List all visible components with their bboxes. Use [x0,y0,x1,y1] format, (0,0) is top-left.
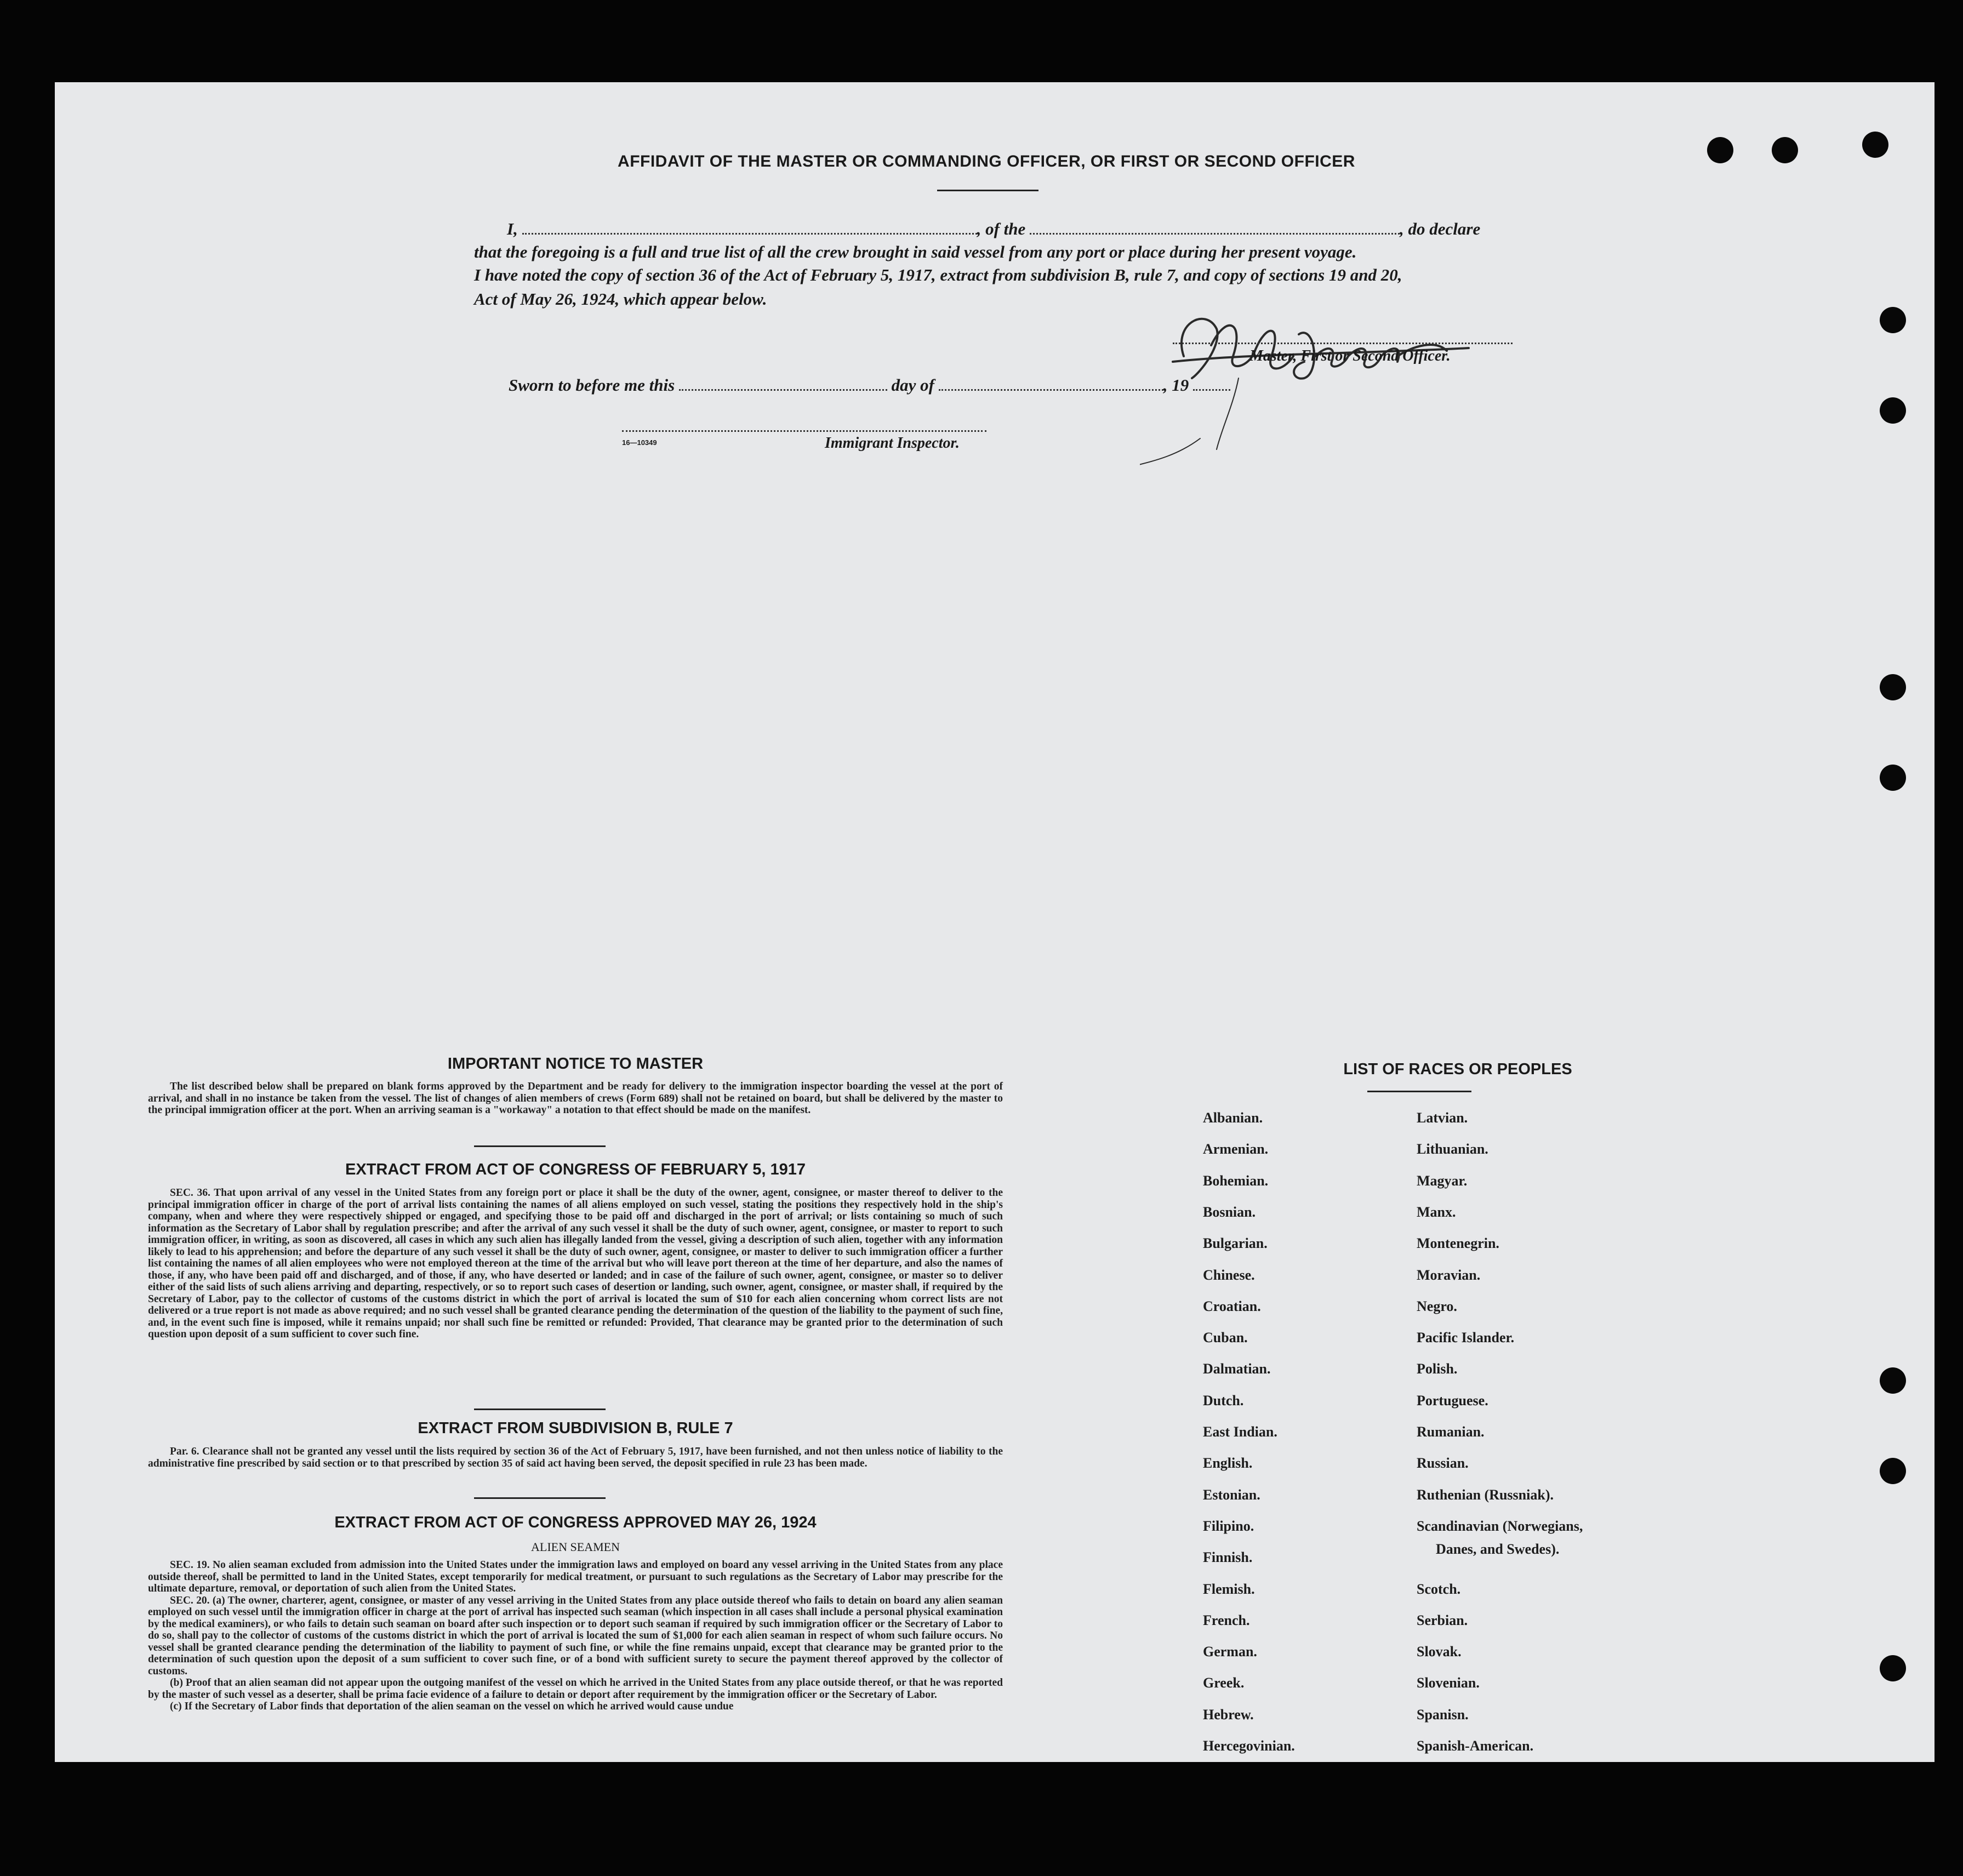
race-entry: Pacific Islander. [1417,1330,1515,1346]
i-label: I, [507,219,518,238]
punch-hole [1880,765,1906,791]
race-entry: Manx. [1417,1204,1456,1220]
sec-20a-paragraph: SEC. 20. (a) The owner, charterer, agent, consignee, or master of any vessel arriving in the United States from any place outside thereof who fails to detain on board any alien seaman employed on such vessel until the immigration officer in charge at the port of arrival has inspected such seaman (which inspection in all cases shall include a personal physical examination by the medical examiners), or who fails to detain such seaman on board after such inspection or to deport such seaman if required by such immigration officer or the Secretary of Labor to do so, shall pay to the collector of customs of the customs district in which the port of arrival is located the sum of $1,000 for each alien seaman in respect of whom such failure occurs. No vessel shall be granted clearance pending the determination of the liability to payment of such fine, or while the fine remains unpaid, except that clearance may be granted prior to the determination of such question upon the deposit of a sum sufficient to cover such fine, or of a bond with sufficient surety to secure the payment thereof approved by the collector of customs. [148,1594,1003,1677]
par-6-paragraph: Par. 6. Clearance shall not be granted any vessel until the lists required by section 36 of the Act of February 5, 1917, have been furnished, and not then unless notice of liability to the administrative fine prescribed by said section or to that prescribed by section 35 of said act having been served, the deposit specified in rule 23 has been made. [148,1446,1003,1469]
punch-hole [1880,674,1906,700]
sec-20b-paragraph: (b) Proof that an alien seaman did not appear upon the outgoing manifest of the vessel on which he arrived in the United States from any place outside thereof, or that he was reported by the master of such vessel as a deserter, shall be prima facie evidence of a failure to detain or deport after requirement by the immigration officer or the Secretary of Labor. [148,1677,1003,1701]
do-declare-label: , do declare [1400,219,1481,238]
race-entry: Finnish. [1203,1549,1253,1566]
of-the-label: , of the [977,219,1026,238]
race-entry: Slovak. [1417,1644,1462,1660]
race-entry: French. [1203,1612,1250,1628]
race-entry: Scotch. [1417,1581,1461,1597]
subdivision-title: EXTRACT FROM SUBDIVISION B, RULE 7 [418,1419,733,1437]
punch-hole [1880,1655,1906,1681]
declaration-line-4: Act of May 26, 1924, which appear below. [474,289,767,309]
declaration-line-2: that the foregoing is a full and true list of all the crew brought in said vessel from any port or place during her present voyage. [474,242,1357,261]
race-entry: Estonian. [1203,1486,1260,1503]
race-entry: Dalmatian. [1203,1361,1271,1377]
extract-1924-text [148,1559,1003,1762]
punch-hole [1880,307,1906,333]
sec-36-paragraph: SEC. 36. That upon arrival of any vessel in the United States from any foreign port or place it shall be the duty of the owner, agent, consignee, or master thereof to deliver to the principal immigration officer in charge of the port of arrival lists containing the names of all aliens employed on such vessel, stating the positions they respectively hold in the ship's company, when and where they were respectively shipped or engaged, and specifying those to be paid off and discharged in the port of arrival; or lists containing so much of such information as the Secretary of Labor shall by regulation prescribe; and after the arrival of any such vessel it shall be the duty of such owner, agent, consignee, or master to report to such immigration officer, in writing, as soon as discovered, all cases in which any such alien has illegally landed from the vessel, giving a description of such alien, together with any information likely to lead to his apprehension; and before the departure of any such vessel it shall be the duty of such owner, agent, consignee, or master to deliver to such immigration officer a further list containing the names of all alien employees who were not employed thereon at the time of the arrival but who will leave port thereon at the time of her departure, and also the names of those, if any, who have been paid off and discharged, and of those, if any, who have deserted or landed; and in case of the failure of such owner, agent, consignee, or master so to deliver either of the said lists of such aliens arriving and departing, respectively, or so to report such cases of desertion or landing, such owner, agent, consignee, or master shall, if required by the Secretary of Labor, pay to the collector of customs of the customs district in which the port of arrival is located the sum of $10 for each alien concerning whom correct lists are not delivered or a true report is not made as above required; and no such vessel shall be granted clearance pending the determination of the question of the liability to the payment of such fine, and, in the event such fine is imposed, while it remains unpaid; nor shall such fine be remitted or refunded: Provided, That clearance may be granted prior to the determination of such question upon deposit of a sum sufficient to cover such fine. [148,1187,1003,1340]
sworn-year-blank[interactable] [1193,377,1230,391]
race-entry: Croatian. [1203,1298,1261,1314]
race-entry: Serbian. [1417,1612,1468,1628]
race-entry: Negro. [1417,1298,1457,1314]
race-entry: Slovenian. [1417,1675,1480,1691]
alien-seamen-subtitle: ALIEN SEAMEN [531,1540,620,1554]
race-entry: Ruthenian (Russniak). [1417,1486,1554,1503]
inspector-signature-line [622,430,986,432]
section-rule [474,1145,606,1147]
race-entry: Dutch. [1203,1392,1244,1409]
declaration-line-1 [507,219,1480,239]
punch-hole [1880,1367,1906,1394]
race-entry: Lithuanian. [1417,1141,1488,1157]
race-entry: Latvian. [1417,1110,1468,1126]
race-entry: Cuban. [1203,1330,1248,1346]
notice-text [148,1081,1003,1116]
form-number: 16—10349 [622,438,657,447]
notice-title: IMPORTANT NOTICE TO MASTER [447,1055,704,1073]
name-blank[interactable] [522,221,977,235]
master-caption: Master, First or Second Officer. [1249,347,1451,364]
race-entry: Polish. [1417,1361,1458,1377]
race-entry: Bulgarian. [1203,1235,1268,1252]
race-entry: East Indian. [1203,1424,1277,1440]
races-title: LIST OF RACES OR PEOPLES [1343,1060,1572,1078]
sworn-day-blank[interactable] [679,377,887,391]
subdivision-text [148,1446,1003,1469]
sworn-month-blank[interactable] [939,377,1163,391]
races-title-rule [1367,1091,1471,1092]
extract-1917-text [148,1187,1003,1341]
race-entry: Portuguese. [1417,1392,1488,1409]
extract-1917-title: EXTRACT FROM ACT OF CONGRESS OF FEBRUARY 5, 1917 [345,1161,806,1178]
race-entry: Spanisn. [1417,1706,1469,1723]
extract-1924-title: EXTRACT FROM ACT OF CONGRESS APPROVED MAY 26, 1924 [334,1514,817,1531]
race-entry: Moravian. [1417,1267,1481,1283]
section-rule [474,1409,606,1410]
vessel-blank[interactable] [1030,221,1400,235]
race-entry: German. [1203,1644,1257,1660]
year-label: , 19 [1163,375,1189,395]
sec-19-paragraph: SEC. 19. No alien seaman excluded from admission into the United States under the immigration laws and employed on board any vessel arriving in the United States from any place outside thereof, shall be permitted to land in the United States, except temporarily for medical treatment, or pursuant to such regulations as the Secretary of Labor may prescribe for the ultimate departure, removal, or deportation of such alien from the United States. [148,1559,1003,1594]
notice-paragraph: The list described below shall be prepared on blank forms approved by the Department and be ready for delivery to the immigration inspector boarding the vessel at the port of arrival, and shall in no instance be taken from the vessel. The list of changes of alien members of crews (Form 689) shall not be retained on board, but shall be delivered by the master to the principal immigration officer at the port. When an arriving seaman is a "workaway" a notation to that effect should be made on the manifest. [148,1081,1003,1116]
race-entry: Albanian. [1203,1110,1263,1126]
race-entry: Montenegrin. [1417,1235,1499,1252]
race-entry: Hercegovinian. [1203,1738,1295,1754]
race-entry: Rumanian. [1417,1424,1485,1440]
sec-20c-paragraph: (c) If the Secretary of Labor finds that deportation of the alien seaman on the vessel on which he arrived would cause undue [170,1701,734,1712]
punch-hole [1880,397,1906,424]
race-entry: Russian. [1417,1455,1469,1472]
sworn-line [509,375,1230,395]
section-rule [474,1497,606,1499]
race-entry: Bosnian. [1203,1204,1256,1220]
race-entry: Bohemian. [1203,1172,1269,1189]
punch-hole [1880,1458,1906,1484]
race-entry: Armenian. [1203,1141,1269,1157]
race-entry: Filipino. [1203,1518,1254,1534]
race-entry: Spanish-American. [1417,1738,1534,1754]
inspector-caption: Immigrant Inspector. [825,435,960,452]
race-entry: Magyar. [1417,1172,1468,1189]
race-entry-continuation: Danes, and Swedes). [1436,1541,1560,1557]
race-entry: Chinese. [1203,1267,1255,1283]
race-entry: Flemish. [1203,1581,1255,1597]
declaration-line-3: I have noted the copy of section 36 of the Act of February 5, 1917, extract from subdivision B, rule 7, and copy of sections 19 and 20, [474,265,1402,284]
race-entry: Greek. [1203,1675,1245,1691]
race-entry: English. [1203,1455,1253,1472]
race-entry: Hebrew. [1203,1706,1254,1723]
day-of-label: day of [891,375,934,395]
race-entry: Scandinavian (Norwegians, [1417,1518,1583,1534]
sworn-label: Sworn to before me this [509,375,675,395]
signature-line [1173,343,1513,344]
document-sheet [55,82,1935,1762]
affidavit-title: AFFIDAVIT OF THE MASTER OR COMMANDING OFFICER, OR FIRST OR SECOND OFFICER [618,152,1355,170]
title-rule [937,190,1038,191]
